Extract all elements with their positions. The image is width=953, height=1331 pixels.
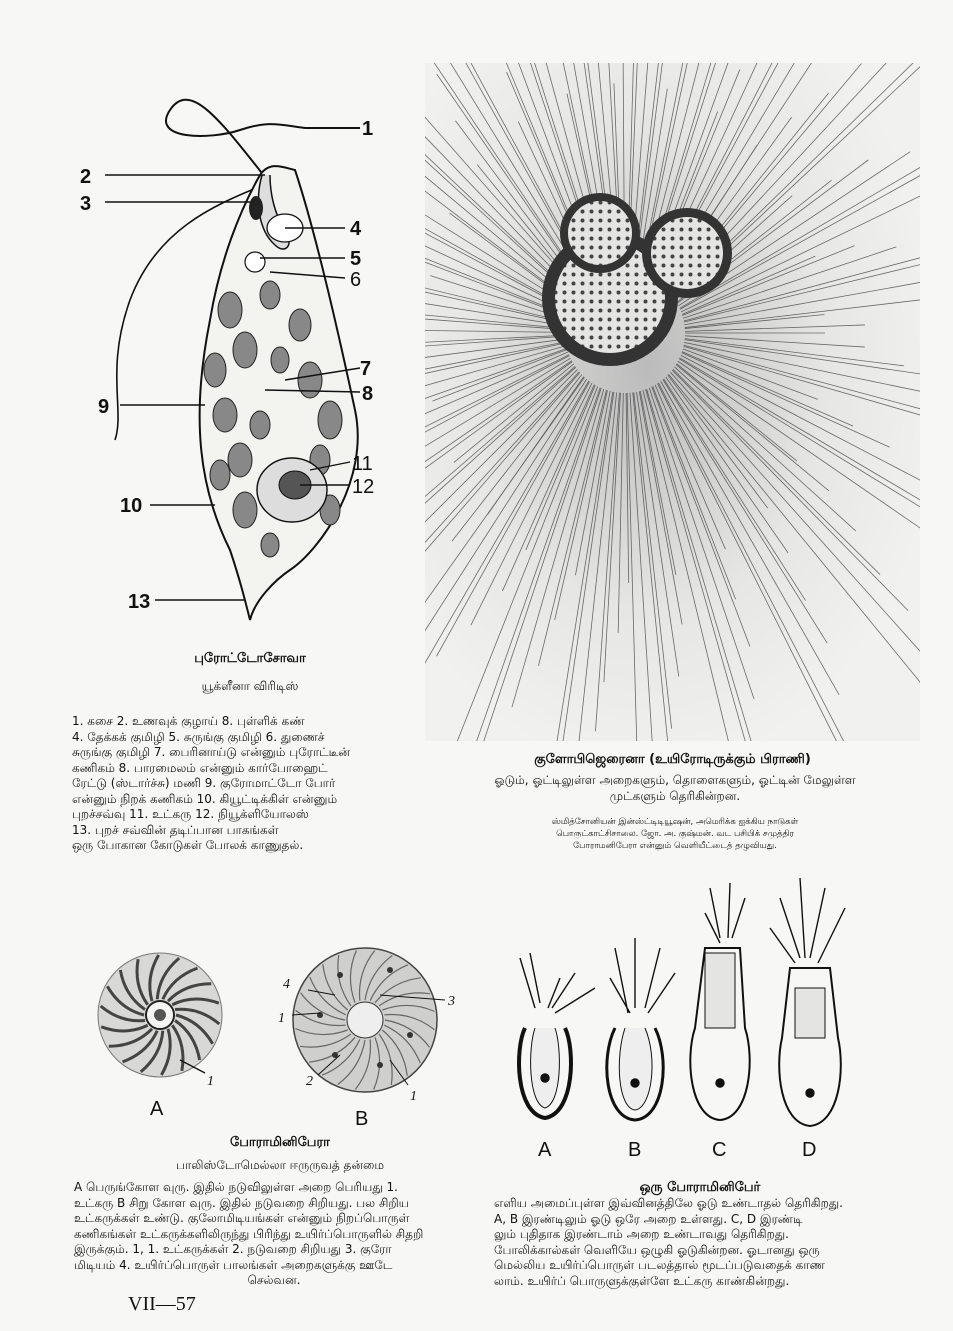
- caption-line: இருக்கும். 1, 1. உட்கருக்கள் 2. நடுவறை சிறியது 3. குரோ: [74, 1242, 392, 1256]
- euglena-label-4: 4: [350, 218, 362, 240]
- foraminifer-diagram: [500, 878, 900, 1178]
- caption-line: 4. தேக்கக் குமிழி 5. சுருங்கு குமிழி 6. துணைச்: [72, 729, 325, 744]
- foraminifer-caption: [494, 1196, 902, 1289]
- credit-line: பொருட்காட்சிசாலை. ஜோ. அ. குஷ்மன். வட பசிபிக் சமுத்திர: [556, 829, 794, 839]
- caption-line: ரேட்டு (ஸ்டார்ச்சு) மணி 9. குரோமாட்டோ போர்: [72, 776, 336, 790]
- euglena-label-12: 12: [352, 476, 375, 498]
- caption-line: லாம். உயிர்ப் பொருளுக்குள்ளே உட்கரு காண்கின்றது.: [494, 1273, 790, 1288]
- euglena-label-5: 5: [350, 248, 362, 270]
- caption-line: 1. கசை 2. உணவுக் குழாய் 8. புள்ளிக் கண்: [72, 714, 305, 728]
- foraminifer-letter-a: A: [538, 1139, 552, 1161]
- polystomella-letter-a: A: [150, 1098, 164, 1120]
- page-number: VII—57: [128, 1293, 196, 1315]
- globigerina-credit: [440, 816, 910, 852]
- globigerina-photo: [425, 63, 920, 741]
- polystomella-a: [98, 953, 222, 1120]
- caption-line: எளிய அமைப்புள்ள இவ்வினத்திலே ஓடு உண்டாதல் தெரிகிறது.: [494, 1196, 843, 1210]
- polystomella-b-label-4: 4: [283, 977, 290, 992]
- foraminifer-letter-d: D: [802, 1139, 817, 1161]
- caption-line: லும் புதிதாக இரண்டாம் அறை உண்டாவது தெரிகிறது.: [494, 1227, 789, 1241]
- caption-line: உட்கரு B சிறு கோள வுரு. இதில் நடுவறை சிறியது. பல சிறிய: [74, 1195, 409, 1210]
- caption-line: ஒரு போகான கோடுகள் போலக் காணுதல்.: [72, 838, 304, 852]
- euglena-label-6: 6: [350, 269, 362, 291]
- caption-line: உட்கருக்கள் உண்டு. குலோமிடியங்கள் என்னும் நிறப்பொருள்: [74, 1211, 410, 1225]
- caption-line: A, B இரண்டிலும் ஓடு ஒரே அறை உள்ளது. C, D இரண்டி: [494, 1211, 803, 1226]
- polystomella-b-label-1a: 1: [278, 1011, 285, 1026]
- polystomella-a-label-1: 1: [207, 1074, 214, 1089]
- globigerina-caption: [440, 773, 910, 804]
- caption-line: முட்களும் தெரிகின்றன.: [609, 788, 741, 803]
- caption-line: கணிகங்கள் உட்கருக்களிலிருந்து பிரிந்து உயிர்ப்பொருளில் சிதறி: [74, 1226, 424, 1241]
- euglena-label-9: 9: [98, 396, 110, 418]
- caption-line: A பெருங்கோள வுரு. இதில் நடுவிலுள்ள அறை பெரியது 1.: [74, 1180, 398, 1194]
- euglena-label-3: 3: [80, 193, 92, 215]
- credit-line: போராமனிபேரா என்னும் வெளியீட்டைத் தழுவியது.: [573, 841, 777, 851]
- caption-line: ஓடும், ஓட்டிலுள்ள அறைகளும், தொளைகளும், ஓட்டின் மேலுள்ள: [494, 773, 856, 787]
- euglena-label-7: 7: [360, 358, 372, 380]
- caption-line: என்னும் நிறக் கணிகம் 10. கியூட்டிக்கிள் என்னும்: [72, 791, 338, 806]
- caption-line: மிடியம் 4. உயிர்ப்பொருள் பாலங்கள் அறைகளுக்கு ஊடே: [74, 1257, 393, 1272]
- foraminifer-letter-b: B: [628, 1139, 642, 1161]
- euglena-label-8: 8: [362, 383, 374, 405]
- euglena-diagram: [70, 80, 400, 630]
- caption-line: 13. புறச் சவ்வின் தடிப்பான பாகங்கள்: [72, 822, 279, 837]
- polystomella-letter-b: B: [355, 1108, 369, 1130]
- caption-line: கணிகம் 8. பாரமைலம் என்னும் கார்போஹைட்: [72, 760, 328, 775]
- euglena-label-2: 2: [80, 166, 92, 188]
- euglena-label-13: 13: [128, 591, 151, 613]
- euglena-subtitle: யூக்ளீனா விரிடிஸ்: [201, 679, 299, 693]
- euglena-label-10: 10: [120, 495, 143, 517]
- polystomella-diagram: [80, 945, 480, 1135]
- polystomella-b-label-3: 3: [448, 994, 455, 1009]
- euglena-title: புரோட்டோசோவா: [194, 651, 306, 666]
- polystomella-b-label-1b: 1: [410, 1089, 417, 1104]
- polystomella-caption: [74, 1180, 474, 1289]
- polystomella-subtitle: பாலிஸ்டோமெல்லா ஈருருவத் தன்மை: [176, 1158, 384, 1172]
- euglena-label-11: 11: [352, 453, 373, 475]
- caption-line: போலிக்கால்கள் வெளியே ஒழுகி ஓடுகின்றன. ஓடானது ஒரு: [494, 1242, 820, 1257]
- polystomella-b-label-2: 2: [306, 1074, 313, 1089]
- foraminifer-title: ஒரு போராமினிபேர்: [639, 1180, 761, 1195]
- caption-line: மெல்லிய உயிர்ப்பொருள் படலத்தால் மூடப்படுவதைக் காண: [494, 1258, 825, 1272]
- globigerina-title: குளோபிஜெரைனா (உயிரோடிருக்கும் பிராணி): [534, 752, 811, 767]
- caption-line: செல்வன.: [247, 1273, 301, 1287]
- credit-line: ஸ்மித்சோனியன் இன்ஸ்ட்டிடியூஷன், அமெரிக்க ஐக்கிய நாடுகள்: [551, 817, 799, 827]
- euglena-label-1: 1: [362, 118, 374, 140]
- polystomella-title: போராமினிபேரா: [230, 1135, 330, 1150]
- foraminifer-letter-c: C: [712, 1139, 727, 1161]
- caption-line: புறச்சவ்வு 11. உட்கரு 12. நியூக்ளியோலஸ்: [72, 807, 309, 821]
- caption-line: சுருங்கு குமிழி 7. பைரினாய்டு என்னும் புரோட்டீன்: [72, 745, 350, 759]
- polystomella-b: [278, 948, 455, 1130]
- euglena-caption: [72, 714, 402, 854]
